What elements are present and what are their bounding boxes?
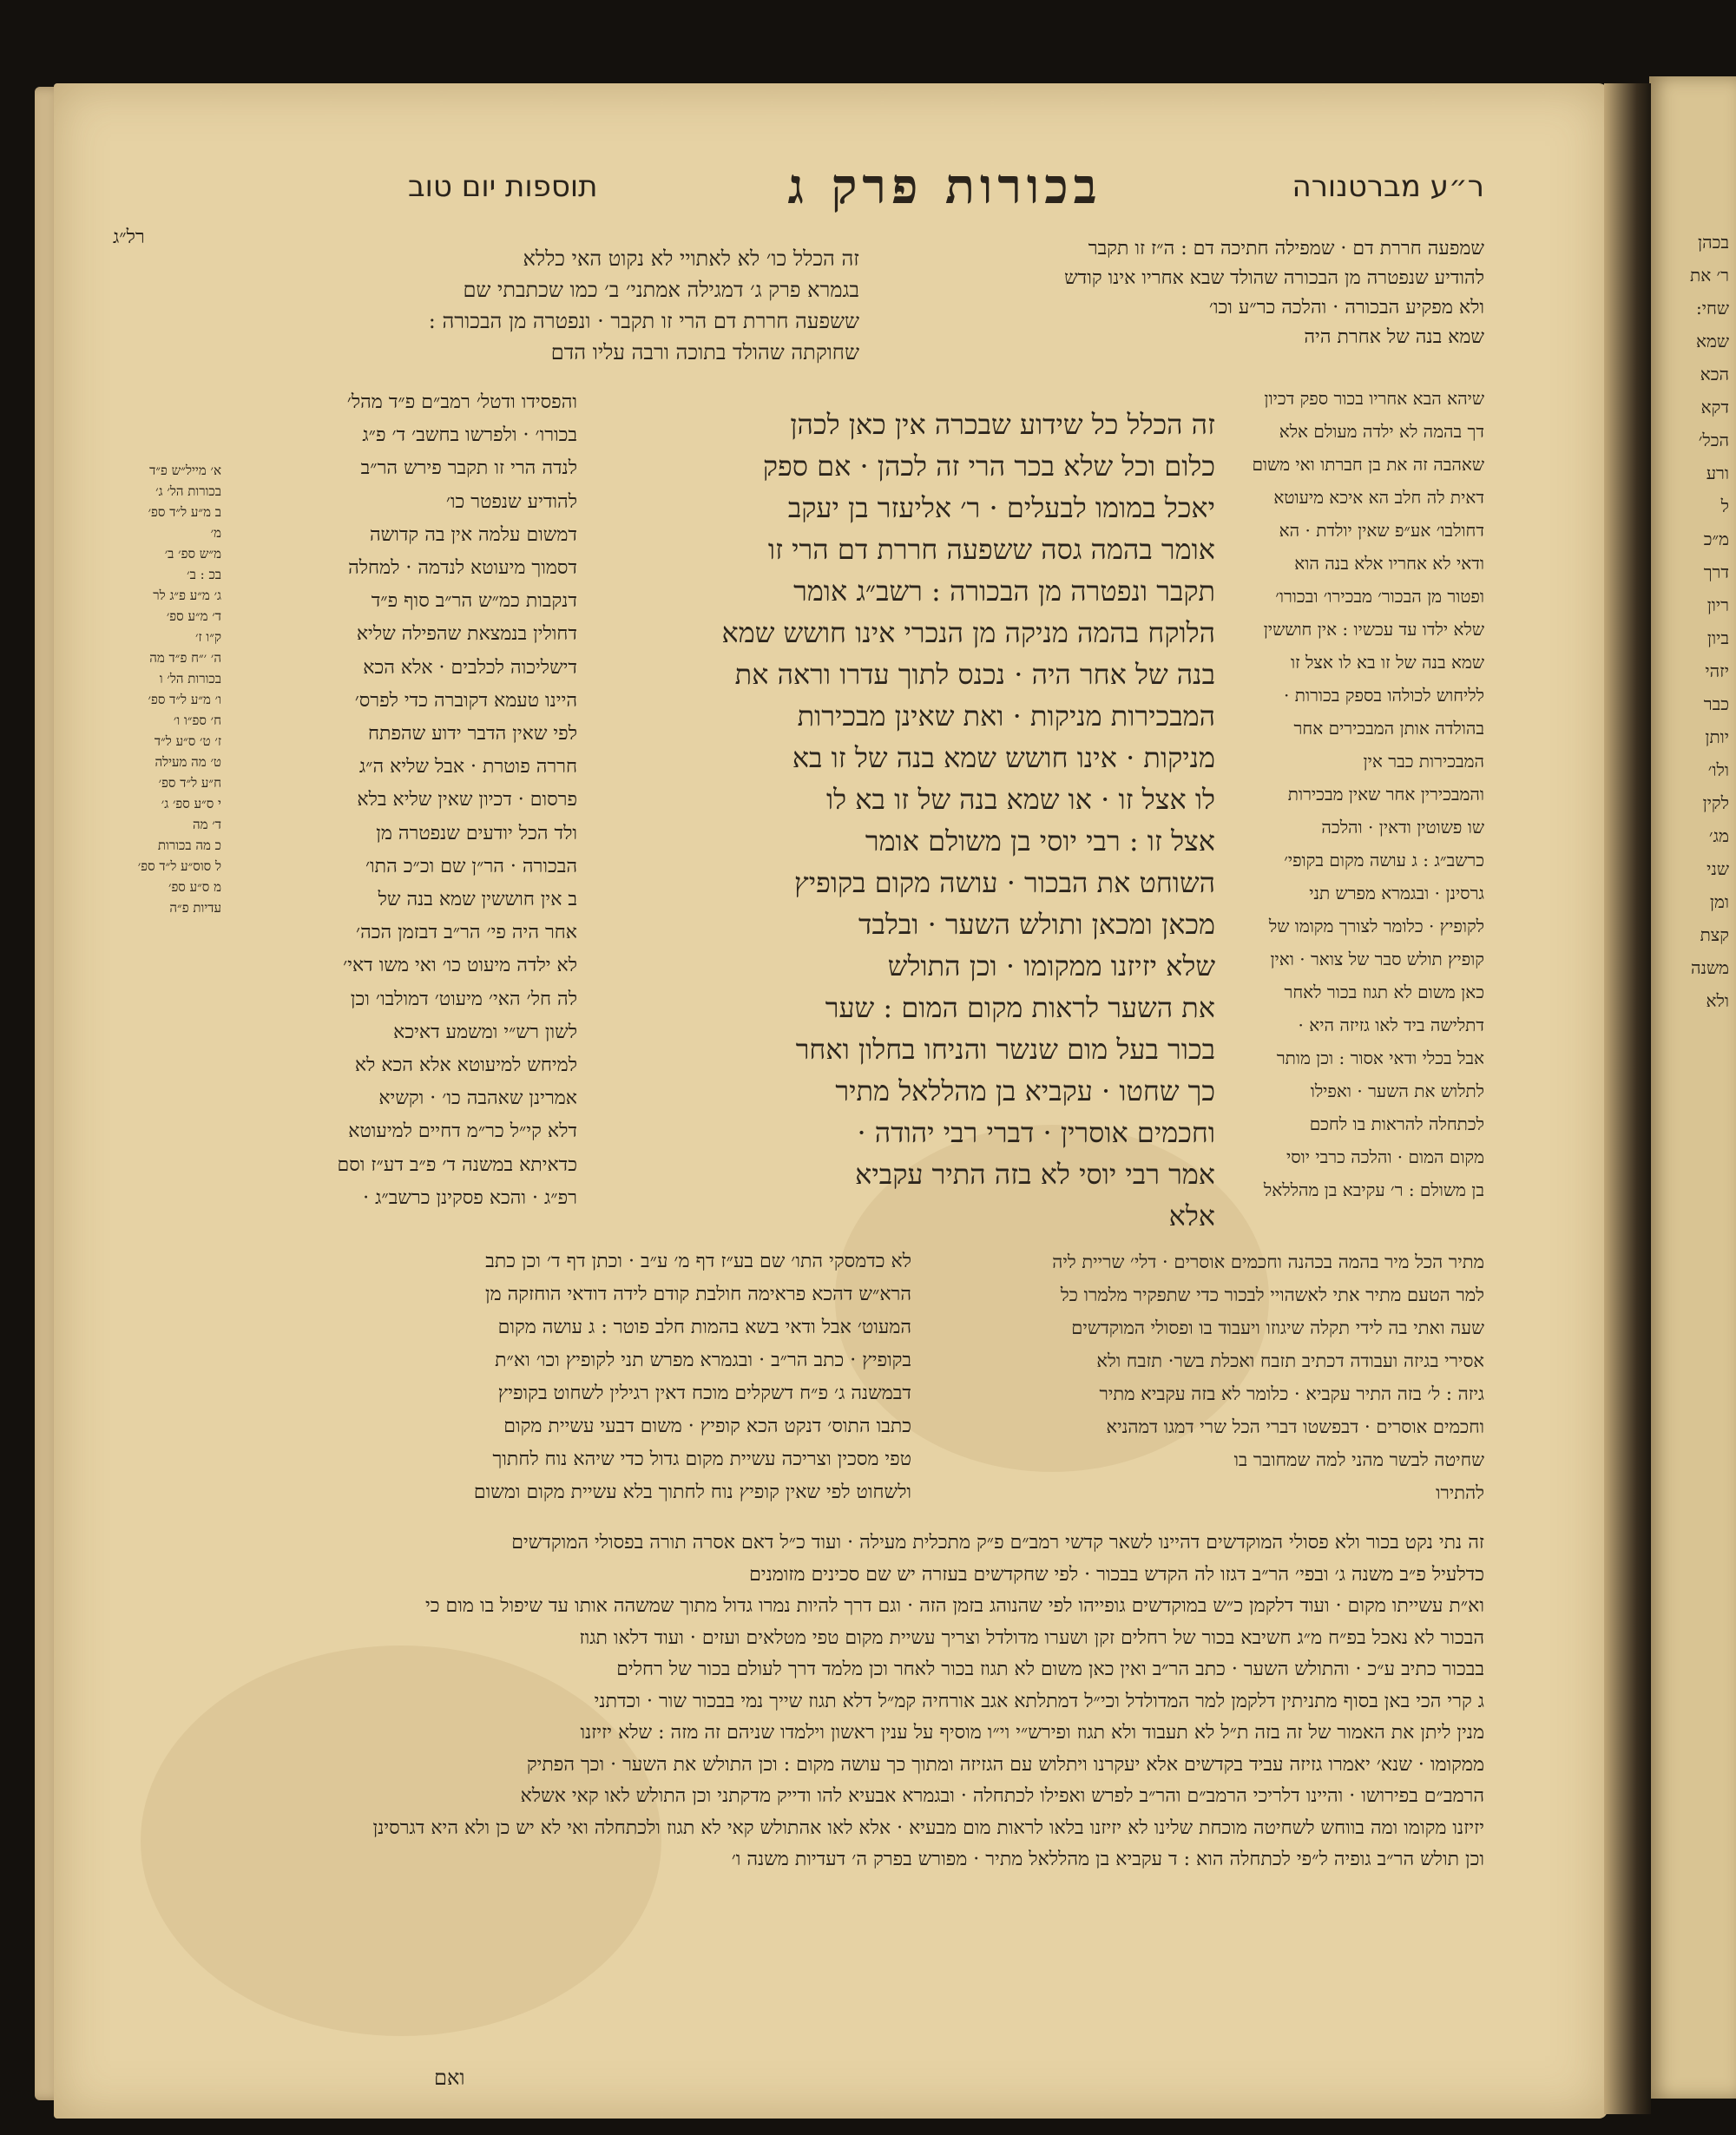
text-line: מ ס״ע ספ׳ xyxy=(168,879,221,895)
lower-left-commentary xyxy=(252,1245,911,1509)
text-line: בכ : ב׳ xyxy=(187,567,221,582)
text-line: ולא מפקיע הבכורה · והלכה כר״ע וכו׳ xyxy=(1208,297,1484,319)
text-line: דסמוך מיעוטא לנדמה · למחלה xyxy=(348,557,577,580)
facing-page-line: ריון xyxy=(1706,595,1729,615)
facing-page-line: הכל׳ xyxy=(1698,430,1729,450)
middle-left-commentary xyxy=(221,386,577,1215)
catchword: ואם xyxy=(434,2066,465,2090)
text-line: להודיע שנפטר כו׳ xyxy=(445,490,577,513)
text-line: ז׳ ט׳ ס״ע ל״ד xyxy=(154,733,221,749)
text-line: שו פשוטין ודאין · והלכה xyxy=(1321,817,1484,838)
text-line: פרסום · דכיון שאין שליא בלא xyxy=(357,789,577,811)
text-line: הבכור לא נאכל בפ״ח מ״ג חשיבא בכור של רחלים זקן ושערו מדולדל וצריך עשיית מקום טפי מטלאים ועזים · ועוד דלאו תגוז xyxy=(579,1626,1484,1649)
text-line: דמשום עלמה אין בה קדושה xyxy=(369,523,577,546)
text-line: אסירי בגיזה ועבודה דכתיב תזבח ואכלת בשר· תזבח ולא xyxy=(1096,1350,1484,1371)
text-line: לפי שאין הדבר ידוע שהפתח xyxy=(368,723,577,746)
text-line: ג קרי הכי באן בסוף מתניתין דלקמן למר המדולדל וכי״ל דמתלתא אגב אורחיה קמ״ל דלא תגוז שייך נמי בבכור שור · וכדתני xyxy=(594,1690,1484,1712)
text-line: כתבו התוס׳ דנקט הכא קופיץ · משום דבעי עשיית מקום xyxy=(503,1416,911,1437)
text-line: מניקות · אינו חושש שמא בנה של זו בא xyxy=(792,741,1215,774)
facing-page-line: קצת xyxy=(1700,924,1729,945)
facing-page-line: ומן xyxy=(1709,891,1729,912)
text-line: דישליכוה לכלבים · אלא הכא xyxy=(363,656,577,679)
text-line: עדיות פ״ה xyxy=(169,900,221,916)
text-line: לכתחלה להראות בו לחכם xyxy=(1309,1113,1484,1134)
text-line: הבכורה · הר״ן שם וכ״כ התו׳ xyxy=(365,855,577,877)
text-line: שמא בנה של זו בא לו אצל זו xyxy=(1290,652,1484,673)
text-line: ג׳ מ״ע פ״ג לר xyxy=(153,588,221,603)
book-gutter xyxy=(1604,83,1651,2114)
text-line: שמא בנה של אחרת היה xyxy=(1304,326,1484,348)
text-line: את השער לראות מקום המום : שער xyxy=(825,991,1215,1024)
text-line: ד׳ מ״ע ספ׳ xyxy=(166,608,221,624)
text-line: שמפעה חררת דם · שמפילה חתיכה דם : ה״ז זו תקבר xyxy=(1088,238,1484,259)
text-line: לנדה הרי זו תקבר פירש הר״ב xyxy=(360,457,577,480)
mishnah-text xyxy=(599,404,1215,1237)
text-line: ב אין חוששין שמא בנה של xyxy=(378,889,577,911)
top-right-commentary xyxy=(877,234,1484,352)
text-line: ששפעה חררת דם הרי זו תקבר · ונפטרה מן הבכורה : xyxy=(428,309,859,333)
facing-page-line: שחי: xyxy=(1696,298,1729,319)
text-line: מקום המום · והלכה כרבי יוסי xyxy=(1286,1146,1484,1167)
text-line: היינו טעמא דקוברה כדי לפרס׳ xyxy=(354,689,577,712)
text-line: ממקומו · שנא׳ יאמרו גזיזה עביד בקדשים אלא יעקרנו ויתלוש עם הגזיזה ומתוך כך עושה מקום : וכן התולש את השער · וכך הפתיק xyxy=(526,1753,1484,1776)
text-line: הלוקח בהמה מניקה מן הנכרי אינו חושש שמא xyxy=(721,616,1215,649)
text-line: י ס״ע ספ׳ ג׳ xyxy=(161,796,221,811)
text-line: להתירו xyxy=(1436,1482,1484,1503)
folio-number: רל״ג xyxy=(113,227,145,248)
text-line: לו אצל זו · או שמא בנה של זו בא לו xyxy=(825,783,1215,816)
right-column-commentary xyxy=(1224,382,1484,1206)
facing-page-line: יותן xyxy=(1705,726,1729,747)
text-line: דחולבו׳ אע״פ שאין יולדת · הא xyxy=(1279,520,1484,541)
text-line: תקבר ונפטרה מן הבכורה : רשב״ג אומר xyxy=(793,575,1215,608)
facing-page-line: משנה xyxy=(1690,957,1729,978)
text-line: שלא יזיזנו ממקומו · וכן התולש xyxy=(887,949,1215,982)
text-line: א׳ מייל״ש פ״ד xyxy=(149,463,221,478)
text-line: כאן משום לא תגוז בכור לאחר xyxy=(1284,982,1484,1002)
text-line: אבל בכלי ודאי אסור : וכן מותר xyxy=(1276,1048,1484,1068)
text-line: בגמרא פרק ג׳ דמגילה אמתני׳ ב׳ כמו שכתבתי שם xyxy=(463,278,859,302)
text-line: מ״ש ספ׳ ב׳ xyxy=(164,546,221,562)
text-line: בבכור כתיב ע״כ · והתולש השער · כתב הר״ב ואין כאן משום לא תגוז בכור לאחר וכן מלמד דרך לעולם בכור של רחלים xyxy=(616,1659,1484,1680)
text-line: המעוט׳ אבל ודאי בשא בהמות חלב פוטר : ג עושה מקום xyxy=(497,1317,911,1338)
facing-page-line: ל xyxy=(1720,496,1729,516)
text-line: לשון רש״י ומשמע דאיכא xyxy=(393,1021,577,1043)
text-line: ה׳ ׳״ח פ״ד מה xyxy=(149,650,221,666)
text-line: ח״ע ל״ד ספ׳ xyxy=(158,775,221,791)
facing-page-line: ורע xyxy=(1706,463,1729,483)
header-tosafot-name: תוספות יום טוב xyxy=(408,169,598,204)
text-line: המבכירות מניקות · ואת שאינן מבכירות xyxy=(797,700,1215,732)
facing-page-line: דקא xyxy=(1700,397,1729,417)
text-line: לתלוש את השער · ואפילו xyxy=(1310,1081,1484,1101)
text-line: בכורו׳ · ולפרשו בחשב׳ ד׳ פ״ג xyxy=(362,424,577,447)
header-commentary-name: ר״ע מברטנורה xyxy=(1292,169,1484,204)
text-line: כדאיתא במשנה ד׳ פ״ב דע״ז וסם xyxy=(337,1153,577,1176)
text-line: ק״ו ז׳ xyxy=(195,629,221,645)
text-line: ו׳ מ״ע ל״ד ספ׳ xyxy=(148,692,221,707)
facing-page-line: שני xyxy=(1706,858,1729,879)
facing-page-line: מג׳ xyxy=(1708,825,1729,846)
text-line: בקופיץ · כתב הר״ב · ובגמרא מפרש תני לקופיץ וכו׳ וא״ת xyxy=(495,1350,911,1371)
text-line: שלא ילדו עד עכשיו : אין חוששין xyxy=(1263,619,1484,640)
text-line: וחכמים אוסרים · דבפשטו דברי הכל שרי דמגו דמהניא xyxy=(1106,1416,1484,1437)
lower-right-commentary xyxy=(929,1245,1484,1509)
text-line: בנה של אחר היה · נכנס לתוך עדרו וראה את xyxy=(734,658,1215,691)
top-left-commentary xyxy=(252,243,859,368)
text-line: כך שחטו · עקביא בן מהללאל מתיר xyxy=(835,1074,1215,1107)
facing-page-line: דרך xyxy=(1703,562,1729,582)
text-line: בכור בעל מום שנשר והניחו בחלון ואחר xyxy=(795,1033,1215,1066)
text-line: מכאן ומכאן ותולש השער · ובלבד xyxy=(858,908,1215,941)
text-line: ולשחוט לפי שאין קופיץ נוח לחתוך בלא עשיית מקום ומשום xyxy=(473,1481,911,1503)
text-line: לא כדמסקי התו׳ שם בע״ז דף מ׳ ע״ב · וכתן דף ד׳ וכן כתב xyxy=(485,1251,911,1272)
text-line: רפ״ג · והכא פסקינן כרשב״ג · xyxy=(363,1186,577,1209)
text-line: דחולין בנמצאת שהפילה שליא xyxy=(356,623,577,646)
text-line: כרשב״ג : ג עושה מקום בקופי׳ xyxy=(1284,850,1484,870)
text-line: יאכל במומו לבעלים · ר׳ אליעזר בן יעקב xyxy=(787,491,1215,524)
text-line: גרסינן · ובגמרא מפרש תני xyxy=(1309,883,1484,903)
text-line: דאית לה חלב הא איכא מיעוטא xyxy=(1273,487,1484,508)
text-line: שאהבה זה את בן חברתו ואי משום xyxy=(1252,454,1484,475)
text-line: והמבכירין אחר שאין מבכירות xyxy=(1287,784,1484,805)
facing-page-line: שמא xyxy=(1695,331,1729,351)
facing-page-line: הכא xyxy=(1700,364,1729,384)
facing-page-line: בכהן xyxy=(1697,232,1729,253)
text-line: ד׳ מה xyxy=(193,817,221,832)
facing-page-text xyxy=(1658,226,1729,1875)
text-line: חררה פוטרת · אבל שליא ה״ג xyxy=(358,756,577,778)
text-line: להודיע שנפטרה מן הבכורה שהולד שבא אחריו אינו קודש xyxy=(1064,267,1484,289)
text-line: דלא קי״ל כר״מ דחיים למיעוטא xyxy=(348,1120,577,1143)
text-line: לה חל׳ האי׳ מיעוט׳ דמולבו׳ וכן xyxy=(350,988,577,1010)
text-line: שחיטה לבשר מהני למה שמחובר בו xyxy=(1233,1449,1484,1470)
text-line: בכורות הל׳ ג׳ xyxy=(155,483,221,499)
text-line: וא״ת עשייתו מקום · ועוד דלקמן כ״ש במוקדשים גופייהו לפי שהנוהג בזמן הזה · וגם דרך להיות נמרו גדול מתוך שמשהה אותו עד שיפול בו מום כי xyxy=(425,1595,1484,1617)
facing-page-line: כבר xyxy=(1703,693,1729,714)
facing-page-line: לקין xyxy=(1702,792,1729,813)
text-line: דנקבות כמ״ש הר״ב סוף פ״ד xyxy=(371,590,577,613)
text-line: המבכירות כבר אין xyxy=(1363,751,1484,772)
text-line: כ מה בכורות xyxy=(157,838,221,853)
text-line: טפי מסכין וצריכה עשיית מקום גדול כדי שיהא נוח לחתוך xyxy=(492,1449,911,1470)
text-line: אמרינן שאהבה כו׳ · וקשיא xyxy=(378,1087,577,1110)
text-line: ופטור מן הבכור׳ מבכירו׳ ובכורו׳ xyxy=(1275,586,1484,607)
text-line: הרא״ש דהכא פראימה חולבת קודם לידה דודאי הוחזקה מן xyxy=(485,1284,911,1305)
text-line: אומר בהמה גסה ששפעה חררת דם הרי זו xyxy=(767,533,1215,566)
text-line: הרמב״ם בפירושו · והיינו דלריכי הרמב״ם והר״ב לפרש ואפילו לכתחלה · ובגמרא אבעיא להו ודייק מדקתני וכן התולש לאו קאי אשלא xyxy=(520,1785,1484,1807)
text-line: דבמשנה ג׳ פ״ח דשקלים מוכח דאין רגילין לשחוט בקופיץ xyxy=(497,1383,911,1404)
facing-page-line: ולא xyxy=(1706,990,1729,1011)
text-line: אצל זו : רבי יוסי בן משולם אומר xyxy=(865,824,1215,857)
text-line: בכורות הל׳ ו xyxy=(159,671,221,686)
text-line: שיהא הבא אחריו בכור ספק דכיון xyxy=(1264,388,1484,409)
text-line: שחוקתה שהולד בתוכה ורבה עליו הדם xyxy=(550,340,859,365)
text-line: זה הכלל כו׳ לא לאתויי לא נקוט האי כללא xyxy=(523,246,859,271)
text-line: שעה ואתי בה לידי תקלה שיגוזו ויעבוד בו ופסולי המוקדשים xyxy=(1071,1317,1484,1338)
text-line: כדלעיל פ״ב משנה ג׳ ובפי׳ הר״ב דגזו לה הקדש בבכור · לפי שחקדשים בעזרה יש שם סכינים מזומנים xyxy=(749,1563,1484,1586)
text-line: וחכמים אוסרין · דברי רבי יהודה · xyxy=(857,1116,1215,1149)
text-line: לא ילדה מיעוט כו׳ ואי משו דאי׳ xyxy=(343,955,577,977)
text-line: מ׳ xyxy=(210,525,221,541)
text-line: וכן תולש הר״ב גופיה ל״פי לכתחלה הוא : ד עקביא בן מהללאל מתיר · מפורש בפרק ה׳ דעדיות משנה ו׳ xyxy=(731,1849,1484,1870)
text-line: קופיץ תולש סבר של צואר · ואין xyxy=(1270,949,1484,969)
facing-page-line: ביון xyxy=(1706,627,1729,648)
text-line: לקופיץ · כלומר לצורך מקומו של xyxy=(1268,916,1484,936)
text-line: ט׳ מה מעילה xyxy=(155,754,221,770)
text-line: דך בהמה לא ילדה מעולם אלא xyxy=(1279,421,1484,442)
header-tractate-title: בכורות פרק ג xyxy=(787,158,1102,215)
text-line: כלום וכל שלא בכר הרי זה לכהן · אם ספק xyxy=(762,450,1215,483)
text-line: יזיזנו מקומו ומה בווחש לשחיטה מוכחת שלינו לא יזיזנו בלאו לראות מום מבעיא · אלא לאו אהתולש קאי לא תגוז ולכתחלה ואי לא יש כן ולא היא דגרסינן xyxy=(372,1816,1484,1839)
text-line: בן משולם : ר׳ עקיבא בן מהללאל xyxy=(1263,1179,1484,1200)
text-line: דתלישה ביד לאו גזיזה היא · xyxy=(1298,1015,1484,1035)
bottom-commentary xyxy=(252,1527,1484,1876)
text-line: ודאי לא אחריו אלא בנה הוא xyxy=(1294,553,1484,574)
running-header xyxy=(408,156,1484,217)
text-line: זה נתי נקט בכור ולא פסולי המוקדשים דהיינו לשאר קדשי רמב״ם פ״ק מתכלית מעילה · ועוד כ״ל דאם אסרה תורה בפסולי המוקדשים xyxy=(511,1532,1484,1554)
text-line: בהולדה אותן המבכירים אחר xyxy=(1293,718,1484,739)
text-line: אלא xyxy=(1168,1199,1215,1232)
text-line: אחר היה פי׳ הר״ב דבזמן הכה׳ xyxy=(356,922,577,944)
text-line: אמר רבי יוסי לא בזה התיר עקביא xyxy=(855,1158,1215,1191)
text-line: למר הטעם מתיר אתי לאשהויי לבכור כדי שתפקיר מלמרו כל xyxy=(1060,1284,1484,1305)
margin-notes xyxy=(113,460,221,918)
facing-page-line: ולו׳ xyxy=(1707,759,1729,780)
facing-page-line: יזהי xyxy=(1705,660,1729,681)
text-line: ח׳ ספ״ו ו׳ xyxy=(173,713,221,728)
text-line: לליחוש לכולהו בספק בכורות · xyxy=(1284,685,1484,706)
text-line: השוחט את הבכור · עושה מקום בקופיץ xyxy=(794,866,1215,899)
facing-page-line: מ״כ xyxy=(1703,529,1729,549)
text-line: גיזה : ל׳ בזה התיר עקביא · כלומר לא בזה עקביא מתיר xyxy=(1099,1383,1484,1404)
facing-page-line: ר׳ את xyxy=(1690,265,1729,286)
text-line: מתיר הכל מיר בהמה בכהנה וחכמים אוסרים · דלי׳ שריית ליה xyxy=(1052,1251,1484,1272)
text-line: זה הכלל כל שידוע שבכרה אין כאן לכהן xyxy=(790,408,1215,441)
text-line: מנין ליתן את האמור של זה בזה ת״ל לא תעבוד ולא תגוז ופירש״י וי״ו מוסיף על ענין ראשון וילמדו שניהם זה מזה : שלא יזיזנו xyxy=(580,1722,1484,1744)
text-line: ולד הכל יודעים שנפטרה מן xyxy=(376,822,577,844)
text-line: ב מ״ע ל״ד ספ׳ xyxy=(148,504,221,520)
text-line: והפסידו ודטל׳ רמב״ם פ״ד מהל׳ xyxy=(346,391,577,413)
text-line: למיחש למיעוטא אלא הכא לא xyxy=(354,1054,577,1077)
text-line: ל סוס״ע ל״ד ספ׳ xyxy=(137,858,221,874)
